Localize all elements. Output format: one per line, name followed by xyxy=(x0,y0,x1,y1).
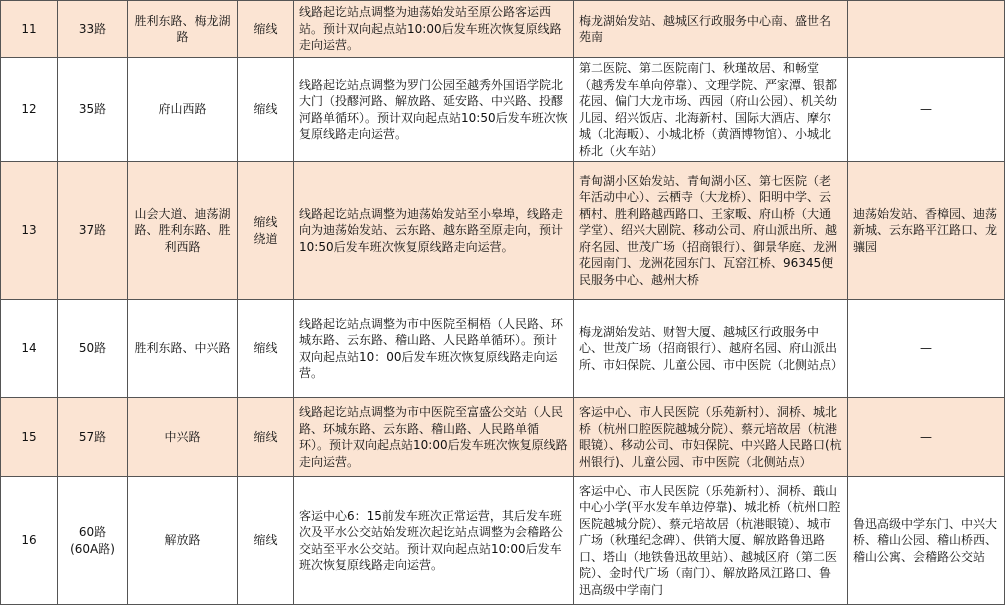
affected-road: 胜利东路、中兴路 xyxy=(128,300,238,398)
route-name: 33路 xyxy=(58,1,128,58)
added-stops: — xyxy=(848,300,1005,398)
added-stops: 迪荡始发站、香樟园、迪荡新城、云东路平江路口、龙骧园 xyxy=(848,162,1005,300)
route-name: 35路 xyxy=(58,58,128,162)
added-stops: — xyxy=(848,398,1005,477)
adjustment-type: 缩线 xyxy=(238,300,294,398)
added-stops: 鲁迅高级中学东门、中兴大桥、稽山公园、稽山桥西、稽山公寓、会稽路公交站 xyxy=(848,477,1005,605)
adjustment-type: 缩线 xyxy=(238,398,294,477)
affected-road: 山会大道、迪荡湖路、胜利东路、胜利西路 xyxy=(128,162,238,300)
row-number: 14 xyxy=(1,300,58,398)
adjustment-type: 缩线 xyxy=(238,477,294,605)
adjustment-plan: 线路起讫站点调整为罗门公园至越秀外国语学院北大门（投醪河路、解放路、延安路、中兴路、投醪河路单循环）。预计双向起点站10:50后发车班次恢复原线路走向运营。 xyxy=(294,58,574,162)
suspended-stops: 梅龙湖始发站、越城区行政服务中心南、盛世名苑南 xyxy=(574,1,848,58)
affected-road: 解放路 xyxy=(128,477,238,605)
suspended-stops: 客运中心、市人民医院（乐苑新村）、洞桥、蕺山中心小学(平水发车单边停靠)、城北桥（杭州口腔医院越城分院）、蔡元培故居（杭港眼镜）、城市广场（秋瑾纪念碑）、供销大厦、解放路鲁迅路口、塔山（地铁鲁迅故里站）、越城区府（第二医院）、金时代广场（南门）、解放路凤江路口、鲁迅高级中学南门 xyxy=(574,477,848,605)
adjustment-plan: 客运中心6：15前发车班次正常运营，其后发车班次及平水公交站始发班次起讫站点调整为会稽路公交站至平水公交站。预计双向起点站10:00后发车班次恢复原线路走向运营。 xyxy=(294,477,574,605)
row-number: 13 xyxy=(1,162,58,300)
adjustment-type: 缩线 xyxy=(238,58,294,162)
table-row xyxy=(1,300,1005,398)
route-name: 57路 xyxy=(58,398,128,477)
row-number: 12 xyxy=(1,58,58,162)
row-number: 15 xyxy=(1,398,58,477)
adjustment-plan: 线路起讫站点调整为迪荡始发站至小皋埠，线路走向为迪荡始发站、云东路、越东路至原走向，预计10:50后发车班次恢复原线路走向运营。 xyxy=(294,162,574,300)
row-number: 16 xyxy=(1,477,58,605)
adjustment-plan: 线路起讫站点调整为迪荡始发站至原公路客运西站。预计双向起点站10:00后发车班次恢复原线路走向运营。 xyxy=(294,1,574,58)
row-number: 11 xyxy=(1,1,58,58)
route-name: 37路 xyxy=(58,162,128,300)
adjustment-type: 缩线 绕道 xyxy=(238,162,294,300)
affected-road: 胜利东路、梅龙湖路 xyxy=(128,1,238,58)
adjustment-type: 缩线 xyxy=(238,1,294,58)
suspended-stops: 梅龙湖始发站、财智大厦、越城区行政服务中心、世茂广场（招商银行）、越府名园、府山派出所、市妇保院、儿童公园、市中医院（北侧站点） xyxy=(574,300,848,398)
table-row xyxy=(1,1,1005,58)
table-row xyxy=(1,398,1005,477)
table-row xyxy=(1,58,1005,162)
suspended-stops: 客运中心、市人民医院（乐苑新村）、洞桥、城北桥（杭州口腔医院越城分院）、蔡元培故居（杭港眼镜）、移动公司、市妇保院、中兴路人民路口(杭州银行)、儿童公园、市中医院（北侧站点） xyxy=(574,398,848,477)
suspended-stops: 第二医院、第二医院南门、秋瑾故居、和畅堂（越秀发车单向停靠）、文理学院、严家潭、银都花园、偏门大龙市场、西园（府山公园）、机关幼儿园、绍兴饭店、北海新村、国际大酒店、摩尔城（北海畈）、小城北桥（黄酒博物馆）、小城北桥北（火车站） xyxy=(574,58,848,162)
suspended-stops: 青甸湖小区始发站、青甸湖小区、第七医院（老年活动中心）、云栖寺（大龙桥）、阳明中学、云栖村、胜利路越西路口、王家畈、府山桥（大通学堂）、绍兴大剧院、移动公司、府山派出所、越府名园、世茂广场（招商银行）、御景华庭、龙洲花园南门、龙洲花园东门、瓦窑江桥、96345便民服务中心、越州大桥 xyxy=(574,162,848,300)
adjustment-plan: 线路起讫站点调整为市中医院至富盛公交站（人民路、环城东路、云东路、稽山路、人民路单循环）。预计双向起点站10:00后发车班次恢复原线路走向运营。 xyxy=(294,398,574,477)
table-row xyxy=(1,162,1005,300)
route-name: 50路 xyxy=(58,300,128,398)
affected-road: 中兴路 xyxy=(128,398,238,477)
affected-road: 府山西路 xyxy=(128,58,238,162)
table-row xyxy=(1,477,1005,605)
added-stops xyxy=(848,1,1005,58)
adjustment-plan: 线路起讫站点调整为市中医院至桐梧（人民路、环城东路、云东路、稽山路、人民路单循环）。预计双向起点站10：00后发车班次恢复原线路走向运营。 xyxy=(294,300,574,398)
route-name: 60路 (60A路) xyxy=(58,477,128,605)
added-stops: — xyxy=(848,58,1005,162)
